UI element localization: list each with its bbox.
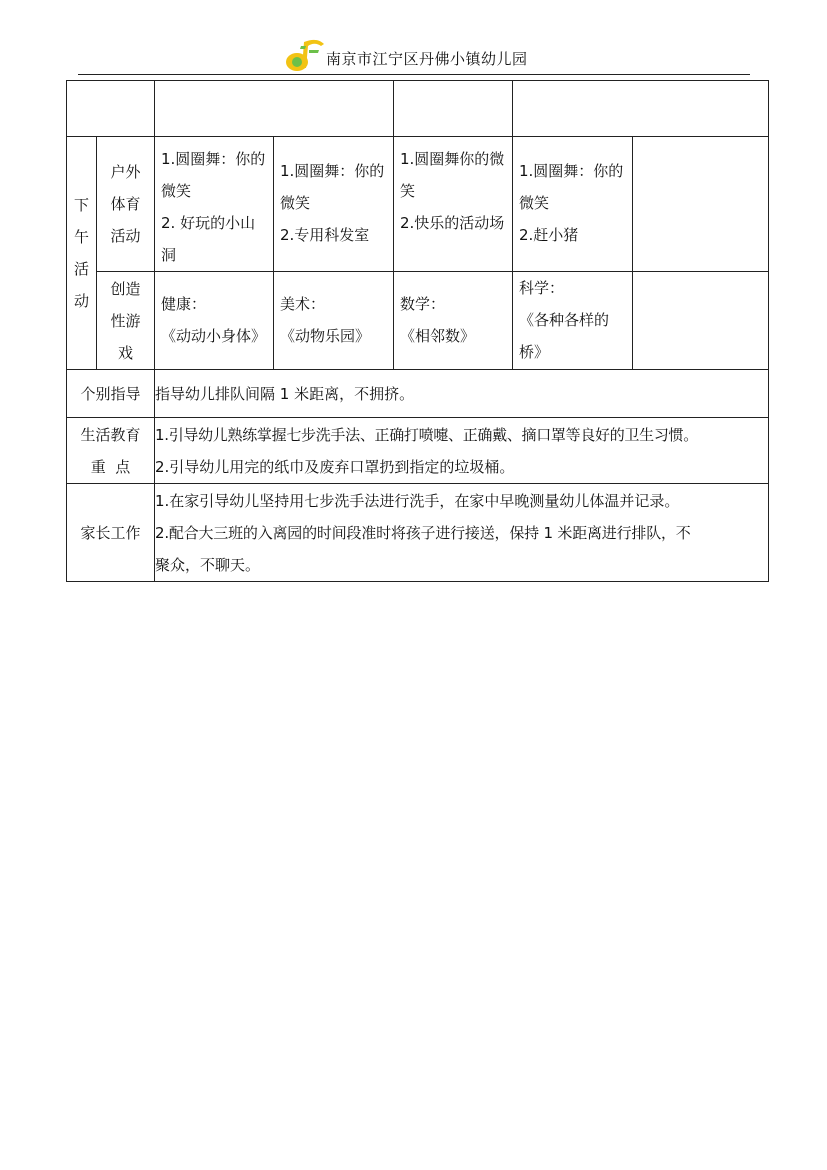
life-education-label: 生活教育 重 点 xyxy=(67,418,155,484)
outdoor-cell-2: 1.圆圈舞：你的微笑 2.专用科发室 xyxy=(274,137,394,272)
blank-cell xyxy=(67,81,155,137)
parent-work-row xyxy=(67,484,769,582)
afternoon-section-label: 下 午 活 动 xyxy=(67,137,97,370)
parent-work-line-3: 聚众，不聊天。 xyxy=(155,555,261,574)
parent-work-text xyxy=(155,484,769,582)
page-header xyxy=(0,36,827,76)
school-logo-icon xyxy=(284,38,326,72)
individual-guidance-row xyxy=(67,370,769,418)
life-education-text xyxy=(155,418,769,484)
school-name: 南京市江宁区丹佛小镇幼儿园 xyxy=(326,50,528,68)
outdoor-activity-label: 户外 体育 活动 xyxy=(97,137,155,272)
parent-work-label: 家长工作 xyxy=(67,484,155,582)
creative-cell-5 xyxy=(633,272,769,370)
parent-work-line-2: 2.配合大三班的入离园的时间段准时将孩子进行接送，保持 1 米距离进行排队，不 xyxy=(155,523,691,542)
outdoor-cell-5 xyxy=(633,137,769,272)
creative-cell-1: 健康： 《动动小身体》 xyxy=(155,272,274,370)
creative-cell-2: 美术： 《动物乐园》 xyxy=(274,272,394,370)
outdoor-activity-row xyxy=(67,137,769,272)
top-blank-row xyxy=(67,81,769,137)
creative-game-row xyxy=(67,272,769,370)
creative-cell-3: 数学： 《相邻数》 xyxy=(394,272,513,370)
life-education-line-2: 2.引导幼儿用完的纸巾及废弃口罩扔到指定的垃圾桶。 xyxy=(155,457,515,476)
blank-cell xyxy=(155,81,394,137)
life-education-row xyxy=(67,418,769,484)
outdoor-cell-4: 1.圆圈舞：你的微笑 2.赶小猪 xyxy=(513,137,633,272)
blank-cell xyxy=(394,81,513,137)
parent-work-line-1: 1.在家引导幼儿坚持用七步洗手法进行洗手，在家中早晚测量幼儿体温并记录。 xyxy=(155,491,680,510)
individual-guidance-text: 指导幼儿排队间隔 1 米距离，不拥挤。 xyxy=(155,370,769,418)
creative-game-label: 创造 性游 戏 xyxy=(97,272,155,370)
blank-cell xyxy=(513,81,769,137)
outdoor-cell-1: 1.圆圈舞：你的微笑 2. 好玩的小山洞 xyxy=(155,137,274,272)
life-education-line-1: 1.引导幼儿熟练掌握七步洗手法、正确打喷嚏、正确戴、摘口罩等良好的卫生习惯。 xyxy=(155,425,698,444)
weekly-plan-table xyxy=(66,80,769,582)
header-divider xyxy=(78,74,750,75)
creative-cell-4: 科学： 《各种各样的桥》 xyxy=(513,272,633,370)
outdoor-cell-3: 1.圆圈舞你的微笑 2.快乐的活动场 xyxy=(394,137,513,272)
individual-guidance-label: 个别指导 xyxy=(67,370,155,418)
